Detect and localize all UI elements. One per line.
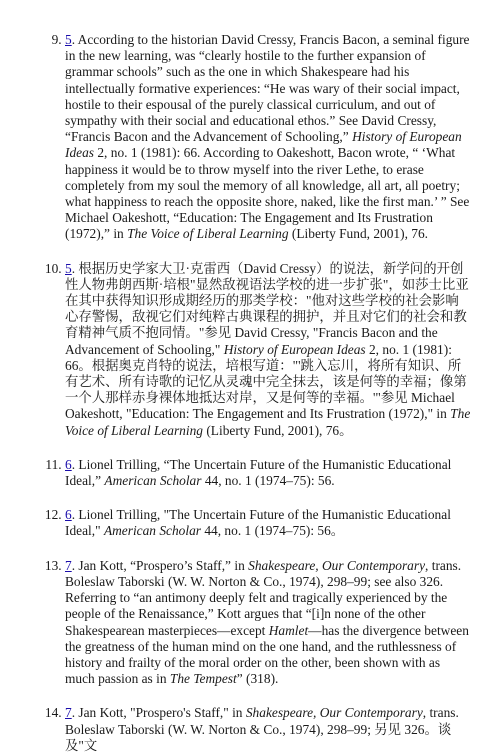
note-text: (Liberty Fund, 2001), 76。	[203, 422, 353, 438]
note-title-italic: Hamlet	[268, 622, 309, 638]
note-text: 44, no. 1 (1974–75): 56。	[201, 523, 345, 539]
note-text: . According to the historian David Cressy, Francis Bacon, a seminal figure in the new learning, was “clearly hostile to the further expansion of grammar schools” such as the one in which Shakespeare had his intellectually formative experiences: “He was wary of their social impact, hostile to their espousal of the purely classical curriculum, and out of sympathy with their social and educational ethos.” See David Cressy, “Francis Bacon and the Advancement of Schooling,”	[65, 32, 470, 145]
endnote-12	[65, 507, 472, 539]
backref-link[interactable]: 5	[65, 32, 72, 47]
endnote-11	[65, 457, 472, 489]
note-text: ” (318).	[236, 671, 279, 687]
note-text: , trans. Boleslaw Taborski (W. W. Norton & Co., 1974), 298–99; 另见 326。谈及"文	[65, 705, 459, 753]
note-text: . Jan Kott, “Prospero’s Staff,” in	[71, 557, 249, 573]
backref-link[interactable]: 6	[65, 456, 72, 472]
note-title-italic: The Voice of Liberal Learning	[127, 226, 289, 242]
note-title-italic: History of European Ideas	[65, 129, 462, 161]
note-text: . Lionel Trilling, "The Uncertain Future of the Humanistic Educational Ideal,"	[65, 507, 451, 539]
note-text: , trans. Boleslaw Taborski (W. W. Norton & Co., 1974), 298–99; see also 326. Referring to “an antimony deeply felt and tragically experienced by the people of the Renaissance,” Kott argues that “[i]n none of the other Shakespearean masterpieces—except	[65, 557, 462, 638]
backref-link[interactable]: 7	[65, 557, 72, 573]
note-text: 2, no. 1 (1981): 66. According to Oakeshott, Bacon wrote, “ ‘What happiness it would be to throw myself into the river Lethe, to erase completely from my soul the memory of all knowledge, all art, all poetry; what happiness to reach the opposite shore, naked, like the first man.’ ” See Michael Oakeshott, “Education: The Engagement and Its Frustration (1972),” in	[65, 145, 470, 242]
endnote-10	[65, 261, 472, 439]
note-title-italic: History of European Ideas	[223, 341, 366, 357]
note-title-italic: The Tempest	[169, 671, 237, 687]
note-title-italic: The Voice of Liberal Learning	[65, 406, 471, 438]
backref-link[interactable]: 6	[65, 507, 72, 523]
note-text: 2, no. 1 (1981): 66。根据奥克肖特的说法，培根写道："'跳入忘川，将所有知识、所有艺术、所有诗歌的记忆从灵魂中完全抹去，该是何等的幸福；像第一个人那样赤身裸体地抵达对岸，又是何等的幸福。'"参见 Michael Oakeshott, "Education: The Engagement and Its Frustration (1972)," in	[65, 341, 467, 422]
note-text: (Liberty Fund, 2001), 76.	[288, 226, 429, 242]
backref-link[interactable]: 5	[65, 260, 72, 276]
note-title-italic: American Scholar	[103, 523, 201, 539]
note-text: —has the divergence between the greatness of the human mind on the one hand, and the ruthlessness of history and frailty of the moral order on the other, been shown with as much passion as in	[65, 622, 469, 687]
note-title-italic: American Scholar	[104, 473, 202, 489]
note-title-italic: Shakespeare, Our Contemporary	[245, 705, 423, 721]
note-text: . Lionel Trilling, “The Uncertain Future of the Humanistic Educational Ideal,”	[65, 456, 452, 489]
endnote-9	[65, 32, 472, 243]
note-text: . Jan Kott, "Prospero's Staff," in	[71, 705, 246, 721]
note-text: . 根据历史学家大卫·克雷西（David Cressy）的说法，新学问的开创性人物弗朗西斯·培根"显然敌视语法学校的进一步扩张"，如莎士比亚在其中获得知识形成期经历的那类学校："他对这些学校的社会影响心存警惕，敌视它们对纯粹古典课程的拥护，并且对它们的社会和教育精神气质不抱同情。"参见 David Cressy, "Francis Bacon and the Advancement of Schooling,"	[65, 260, 469, 357]
note-title-italic: Shakespeare, Our Contemporary	[248, 557, 426, 573]
endnote-13	[65, 558, 472, 688]
endnote-14	[65, 705, 472, 754]
backref-link[interactable]: 7	[65, 705, 72, 721]
note-text: 44, no. 1 (1974–75): 56.	[201, 473, 335, 489]
